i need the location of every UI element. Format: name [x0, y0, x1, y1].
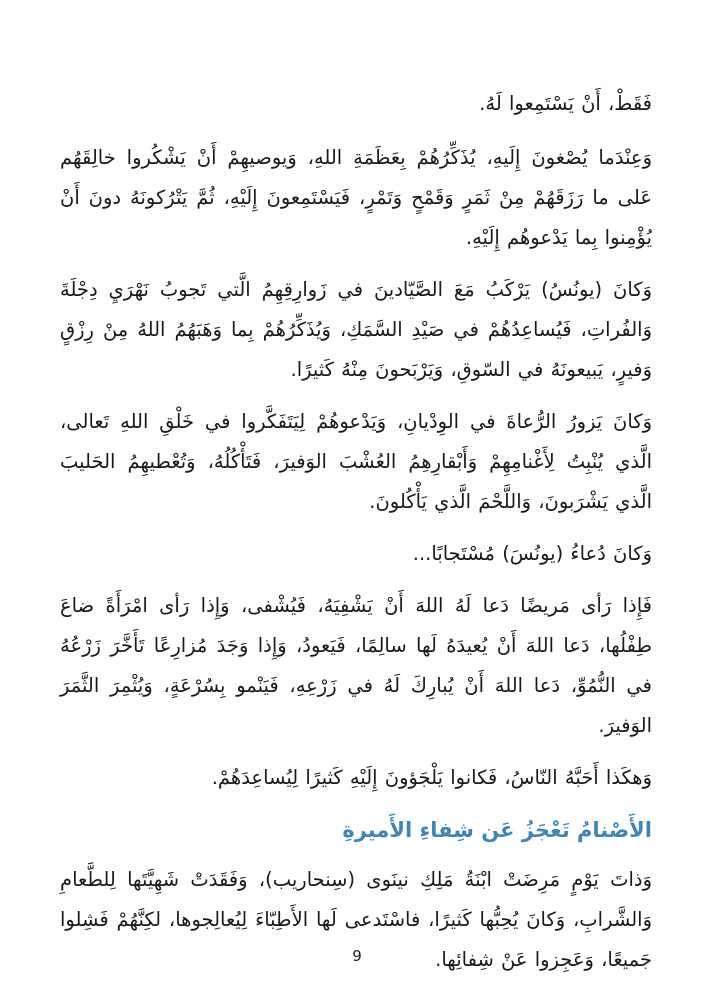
page-number: 9: [352, 947, 362, 965]
paragraph-5: وَكانَ دُعاءُ (يونُسَ) مُسْتَجابًا...: [412, 542, 652, 565]
section-paragraph-1: وَذاتَ يَوْمٍ مَرِضَتْ ابْنَةُ مَلِكِ نينَوى (سِنحاريب)، وَفَقَدَتْ شَهِيَّتَها لِلطَّعامِ وَالشَّرابِ، وَكانَ يُحِبُّها كَثيرًا، فاسْتَدعى لَها الأَطِبّاءَ لِيُعالِجوها، لكِنَّهُمْ فَشِلوا جَميعًا، وَعَجِزوا عَنْ شِفائِها.: [60, 868, 652, 971]
paragraph-7: وَهكَذا أَحَبَّهُ النّاسُ، فَكانوا يَلْجَؤونَ إِلَيْهِ كَثيرًا لِيُساعِدَهُمْ.: [211, 766, 652, 789]
page-content: [60, 84, 652, 992]
paragraph-2: وَعِنْدَما يُصْغونَ إِلَيهِ، يُذَكِّرُهُمْ بِعَظَمَةِ اللهِ، وَيوصيهِمْ أَنْ يَشْكُروا خالِقَهُم عَلى ما رَزَقَهُمْ مِنْ ثَمَرٍ وَقَمْحٍ وَتَمْرٍ، فَيَسْتَمِعونَ إِلَيْهِ، ثُمَّ يَتْرُكونَهُ دونَ أَنْ يُؤْمِنوا بِما يَدْعوهُم إِلَيْهِ.: [60, 146, 652, 249]
paragraph-3: وَكانَ (يونُسُ) يَرْكَبُ مَعَ الصَّيّادينَ في زَوارِقِهِمُ الَّتي تَجوبُ نَهْرَيِ دِجْلَةَ وَالفُراتِ، فَيُساعِدُهُمْ في صَيْدِ السَّمَكِ، وَيُذَكِّرُهُمْ بِما وَهَبَهُمُ اللهُ مِنْ رِزْقٍ وَفيرٍ، يَبيعونَهُ في السّوقِ، وَيَرْبَحونَ مِنْهُ كَثيرًا.: [60, 278, 652, 381]
paragraph-4: وَكانَ يَزورُ الرُّعاةَ في الوِدْيانِ، وَيَدْعوهُمْ لِيَتَفَكَّروا في خَلْقِ اللهِ تَعالى، الَّذي يُنْبِتُ لِأَغْنامِهِمْ وَأَبْقارِهِمُ العُشْبَ الوَفيرَ، فَتَأْكُلُهُ، وَتُعْطيهِمُ الحَليبَ الَّذي يَشْرَبونَ، وَاللَّحْمَ الَّذي يَأْكُلونَ.: [60, 410, 652, 513]
section-heading: الأَصْنامُ تَعْجَزُ عَن شِفاءِ الأَميرةِ: [342, 818, 652, 842]
paragraph-1: فَقَطْ، أَنْ يَسْتَمِعوا لَهُ.: [479, 92, 652, 115]
paragraph-6: فَإِذا رَأى مَريضًا دَعا لَهُ اللهَ أَنْ يَشْفِيَهُ، فَيُشْفى، وَإِذا رَأى امْرَأَةً ضاعَ طِفْلُها، دَعا اللهَ أَنْ يُعيدَهُ لَها سالِمًا، فَيَعودُ، وَإِذا وَجَدَ مُزارِعًا تَأَخَّرَ زَرْعُهُ في النُّمُوِّ، دَعا اللهَ أَنْ يُبارِكَ لَهُ في زَرْعِهِ، فَيَنْمو بِسُرْعَةٍ، وَيُثْمِرَ الثَّمَرَ الوَفيرَ.: [60, 594, 652, 737]
